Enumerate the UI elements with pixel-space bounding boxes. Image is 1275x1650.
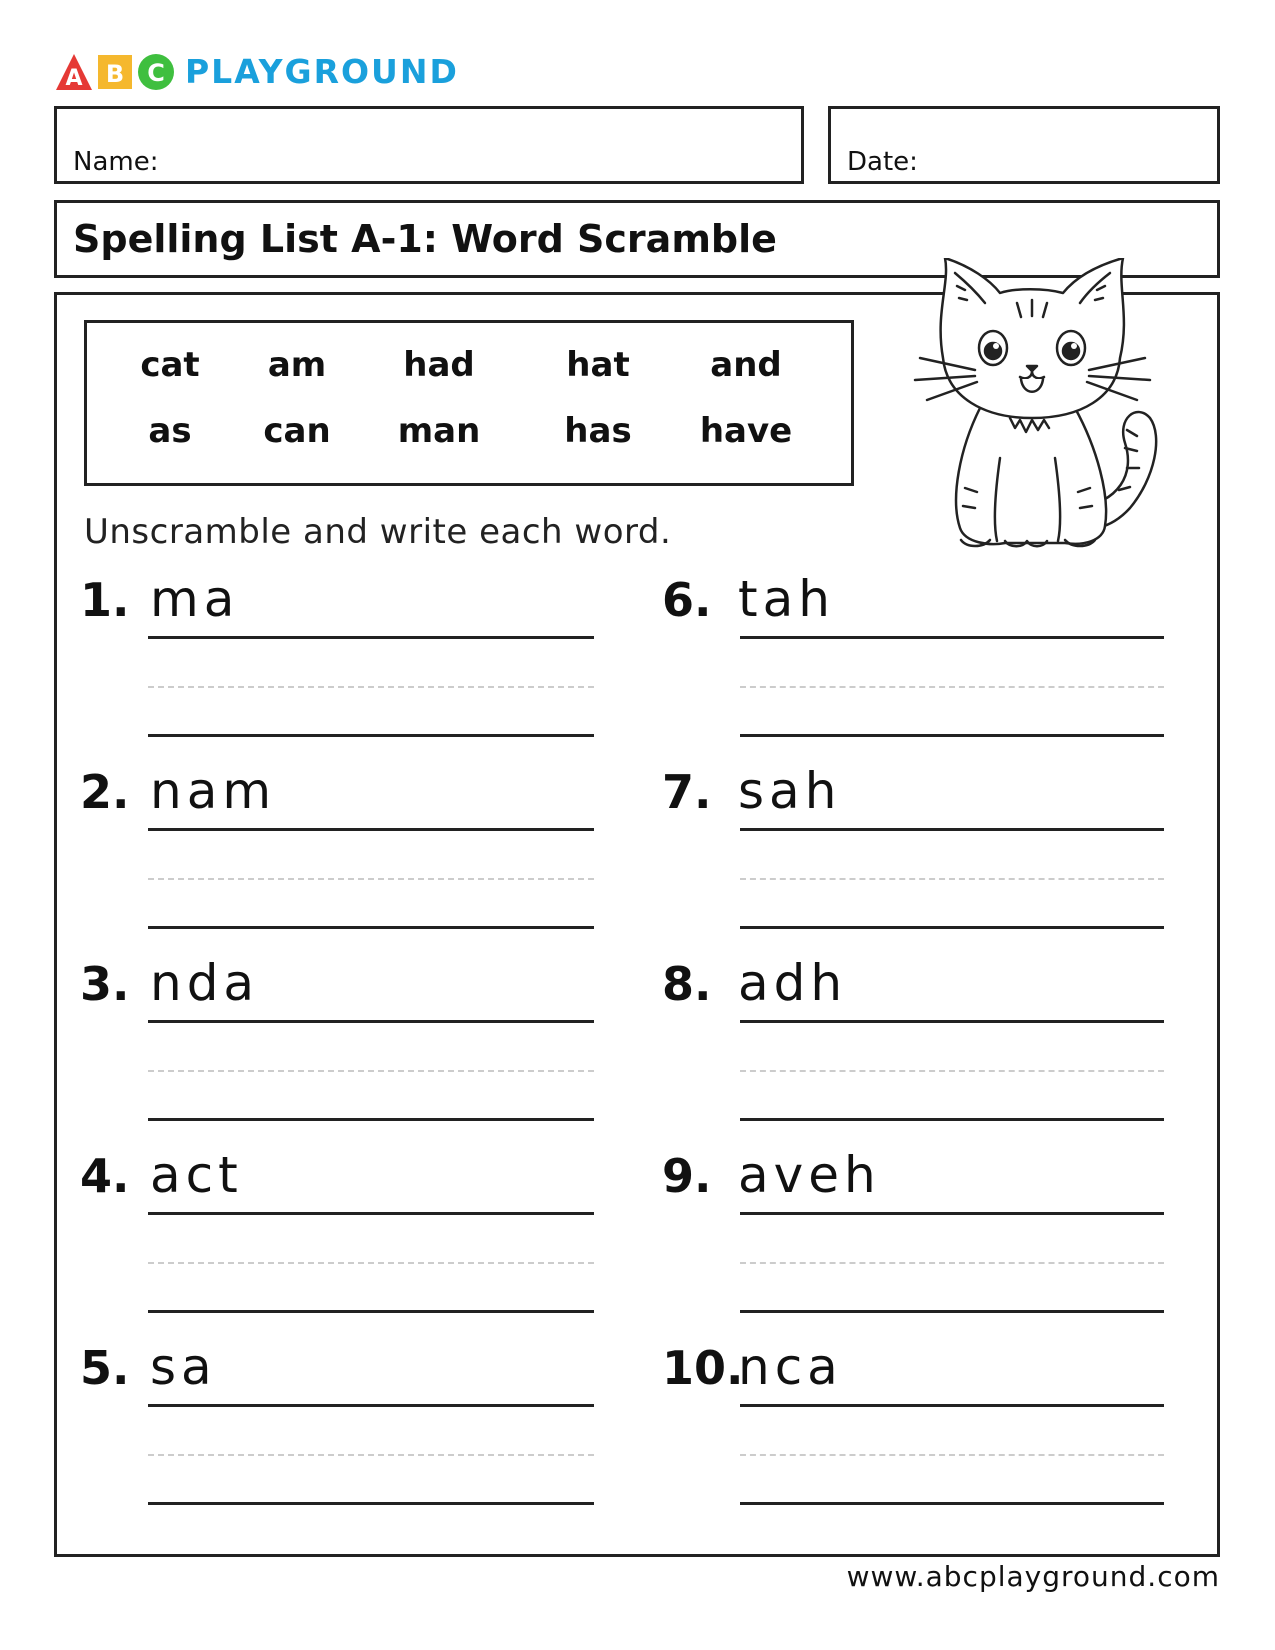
answer-line-top[interactable] [740,1020,1164,1023]
date-label: Date: [847,147,918,177]
date-field[interactable] [828,106,1220,184]
bank-word: and [710,345,782,385]
item-number: 3. [80,957,130,1011]
word-bank [84,320,854,486]
logo-a-icon [54,52,94,92]
answer-line-top[interactable] [740,1404,1164,1407]
brand-name: PLAYGROUND [185,52,459,91]
answer-line-top[interactable] [148,1404,594,1407]
bank-word: hat [566,345,630,385]
scrambled-word: nca [738,1338,843,1396]
scrambled-word: sa [150,1338,217,1396]
page-title: Spelling List A-1: Word Scramble [73,217,777,261]
item-number: 7. [662,765,712,819]
scrambled-word: nam [150,762,277,820]
answer-line-bottom[interactable] [740,1118,1164,1121]
scramble-item [662,570,1132,760]
scramble-item [662,762,1132,952]
answer-line-top[interactable] [148,828,594,831]
answer-line-mid [740,1262,1164,1264]
answer-line-bottom[interactable] [148,734,594,737]
answer-line-bottom[interactable] [148,926,594,929]
scramble-item [80,1338,550,1528]
name-field[interactable] [54,106,804,184]
scramble-item [662,954,1132,1144]
answer-line-mid [148,878,594,880]
scramble-item [80,1146,550,1336]
item-number: 10. [662,1341,744,1395]
bank-word: can [263,411,331,451]
instructions: Unscramble and write each word. [84,512,672,552]
scrambled-word: nda [150,954,260,1012]
answer-line-bottom[interactable] [740,1502,1164,1505]
scramble-item [80,570,550,760]
answer-line-bottom[interactable] [740,734,1164,737]
item-number: 5. [80,1341,130,1395]
answer-line-bottom[interactable] [740,926,1164,929]
bank-word: cat [140,345,200,385]
answer-line-bottom[interactable] [148,1310,594,1313]
name-label: Name: [73,147,159,177]
brand-logo [54,52,459,92]
scrambled-word: ma [150,570,240,628]
answer-line-top[interactable] [148,1020,594,1023]
answer-line-mid [148,1454,594,1456]
bank-word: as [148,411,192,451]
answer-line-bottom[interactable] [740,1310,1164,1313]
answer-line-mid [148,686,594,688]
kitten-illustration [905,258,1165,558]
bank-word: have [699,411,793,451]
answer-line-mid [148,1262,594,1264]
answer-line-mid [740,878,1164,880]
scramble-item [80,762,550,952]
answer-line-top[interactable] [740,1212,1164,1215]
answer-line-top[interactable] [148,1212,594,1215]
scrambled-word: adh [738,954,848,1012]
answer-line-mid [148,1070,594,1072]
item-number: 6. [662,573,712,627]
scramble-item [662,1146,1132,1336]
answer-line-top[interactable] [740,636,1164,639]
item-number: 2. [80,765,130,819]
item-number: 9. [662,1149,712,1203]
scrambled-word: tah [738,570,835,628]
answer-line-bottom[interactable] [148,1502,594,1505]
answer-line-bottom[interactable] [148,1118,594,1121]
logo-c-icon [136,52,176,92]
logo-letter-c: C [147,59,165,87]
scrambled-word: aveh [738,1146,881,1204]
scramble-item [662,1338,1132,1528]
logo-letter-b: B [105,60,125,88]
answer-line-mid [740,1070,1164,1072]
answer-line-top[interactable] [148,636,594,639]
logo-b-icon [95,52,135,92]
item-number: 8. [662,957,712,1011]
footer-url[interactable]: www.abcplayground.com [846,1560,1220,1593]
answer-line-mid [740,686,1164,688]
item-number: 1. [80,573,130,627]
bank-word: man [397,411,481,451]
item-number: 4. [80,1149,130,1203]
bank-word: am [267,345,327,385]
scramble-item [80,954,550,1144]
answer-line-top[interactable] [740,828,1164,831]
scrambled-word: act [150,1146,243,1204]
bank-word: had [403,345,475,385]
answer-line-mid [740,1454,1164,1456]
scrambled-word: sah [738,762,842,820]
bank-word: has [564,411,632,451]
logo-letter-a: A [65,66,83,91]
